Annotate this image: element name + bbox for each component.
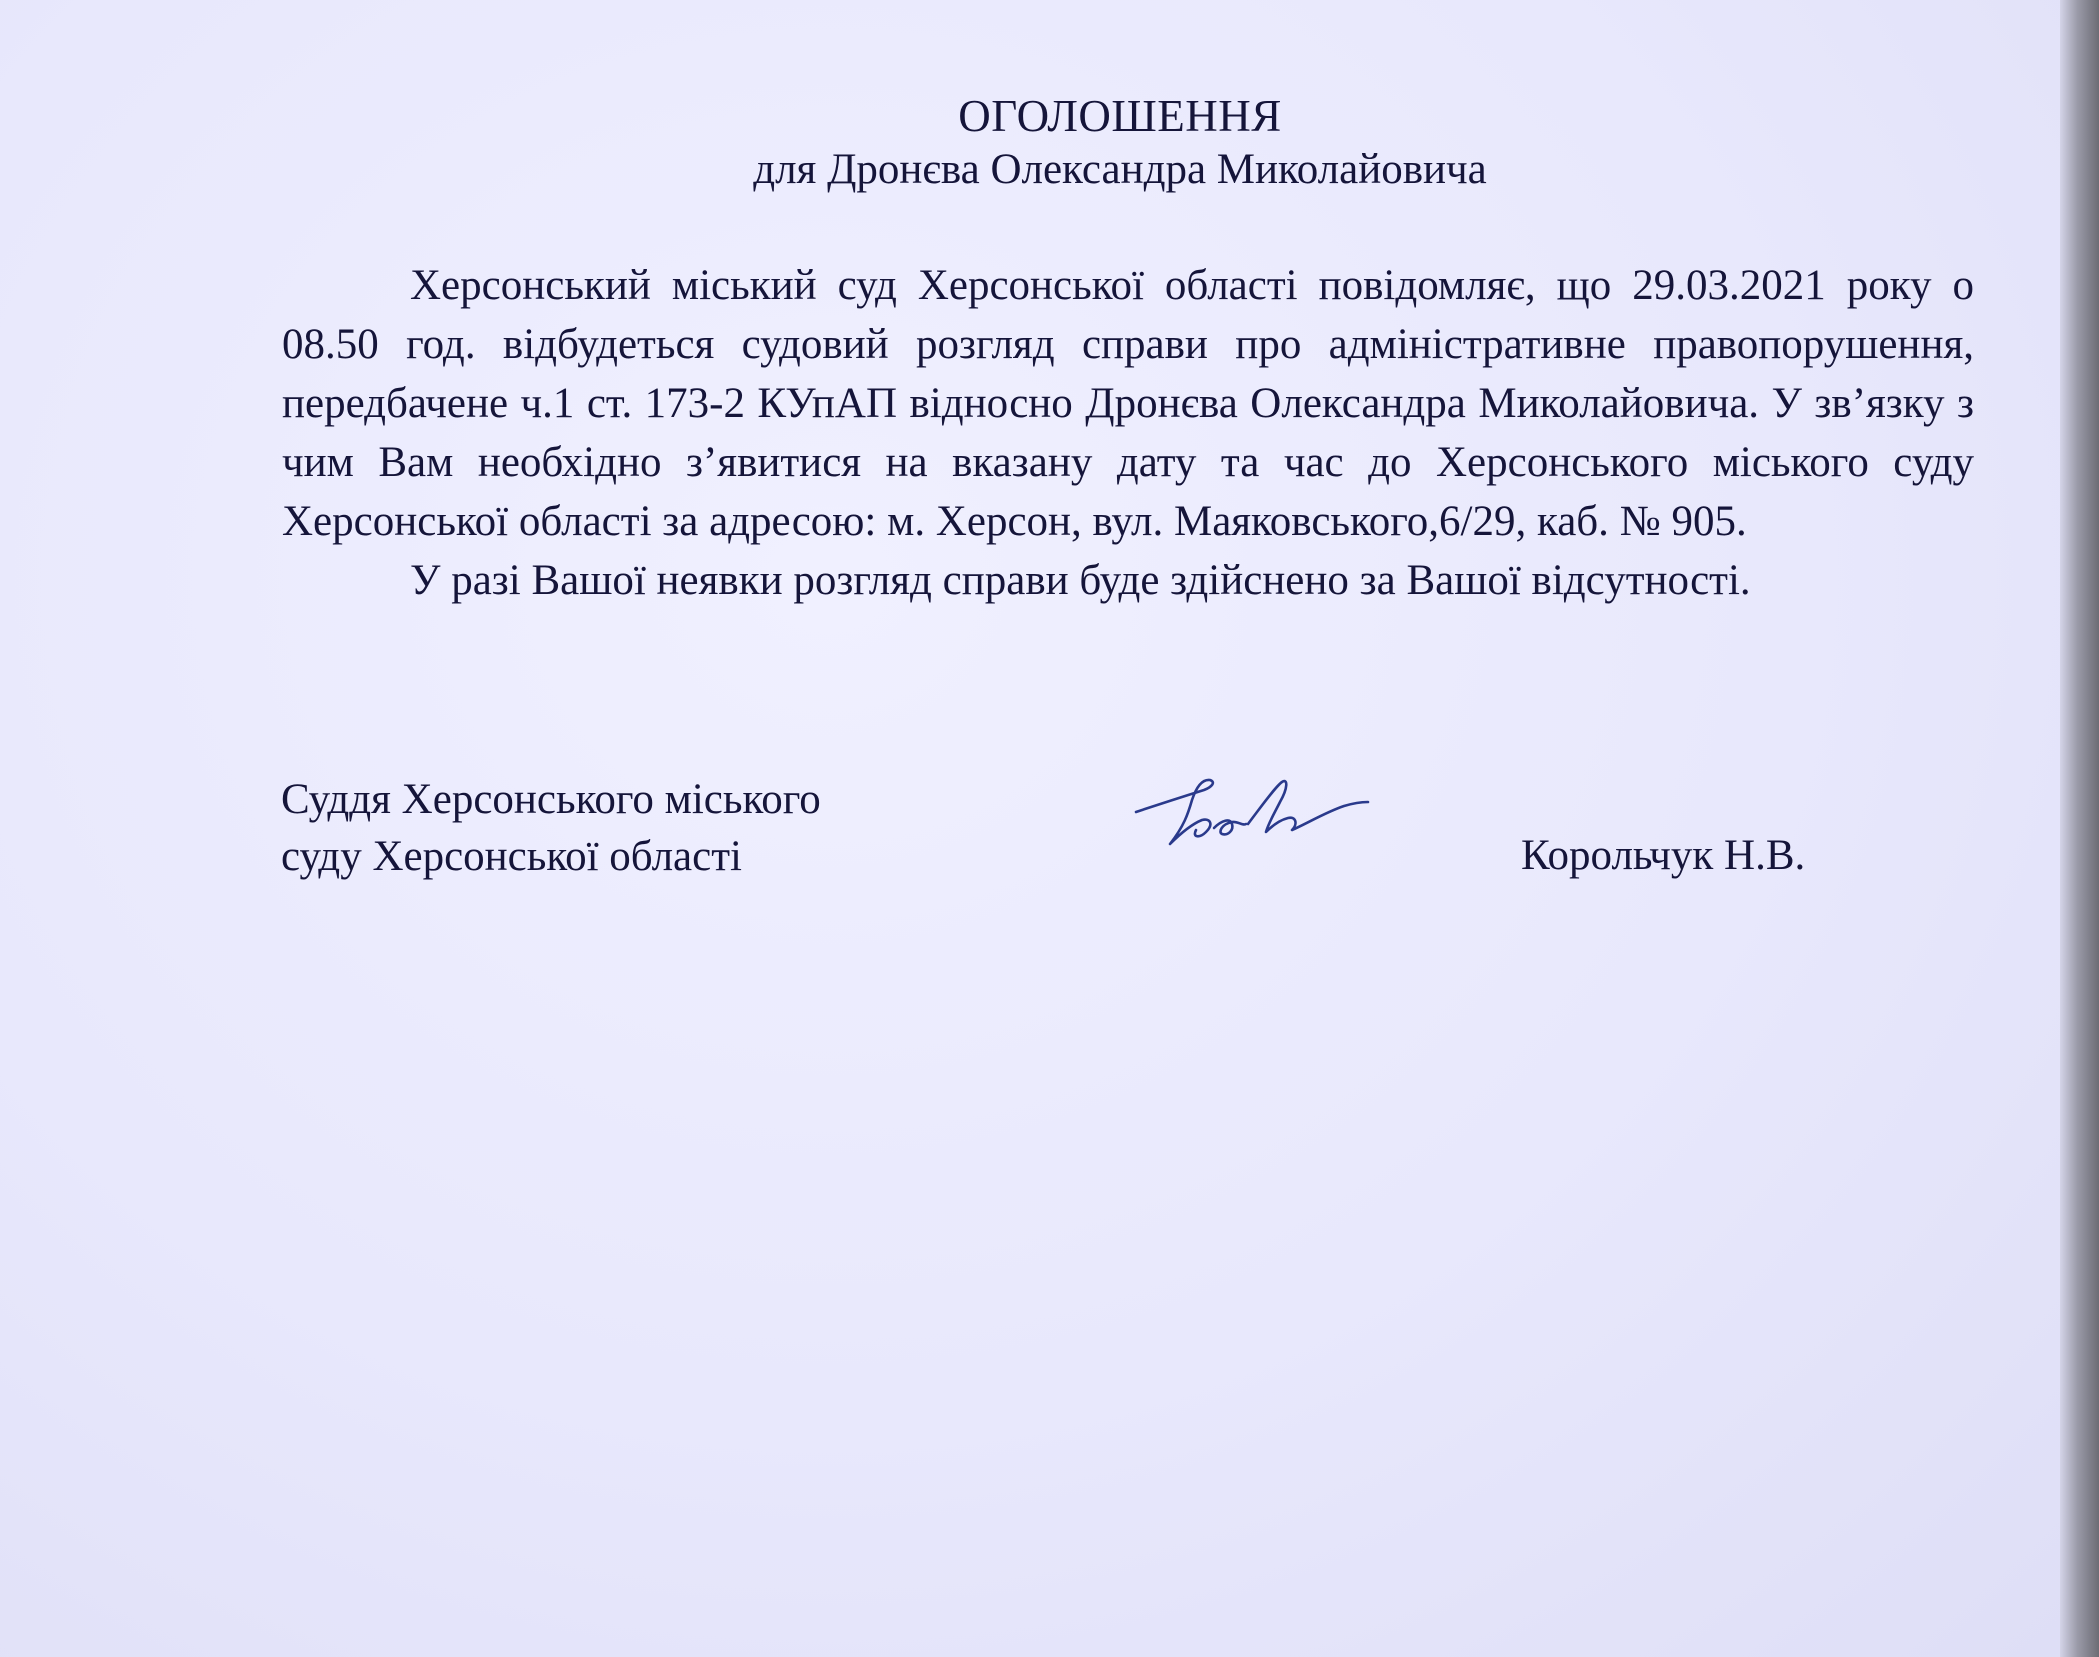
notice-body bbox=[282, 256, 1974, 610]
page-title: ОГОЛОШЕННЯ bbox=[958, 91, 1282, 141]
notice-paragraph-2: У разі Вашої неявки розгляд справи буде здійснено за Вашої відсутності. bbox=[410, 557, 1751, 604]
page-subtitle: для Дронєва Олександра Миколайовича bbox=[753, 146, 1487, 193]
signature-icon bbox=[1130, 768, 1390, 878]
judge-position bbox=[281, 771, 821, 885]
judge-position-line-2: суду Херсонської області bbox=[281, 833, 742, 880]
notice-paragraph-1: Херсонський міський суд Херсонської області повідомляє, що 29.03.2021 року о 08.50 год. відбудеться судовий розгляд справи про адміністративне правопорушення, передбачене ч.1 ст. 173-2 КУпАП відносно Дронєва Олександра Миколайовича. У зв’язку з чим Вам необхідно з’явитися на вказану дату та час до Херсонського міського суду Херсонської області за адресою: м. Херсон, вул. Маяковського,6/29, каб. № 905. bbox=[282, 262, 1974, 545]
judge-position-line-1: Суддя Херсонського міського bbox=[281, 776, 821, 823]
judge-name: Корольчук Н.В. bbox=[1521, 832, 1806, 879]
